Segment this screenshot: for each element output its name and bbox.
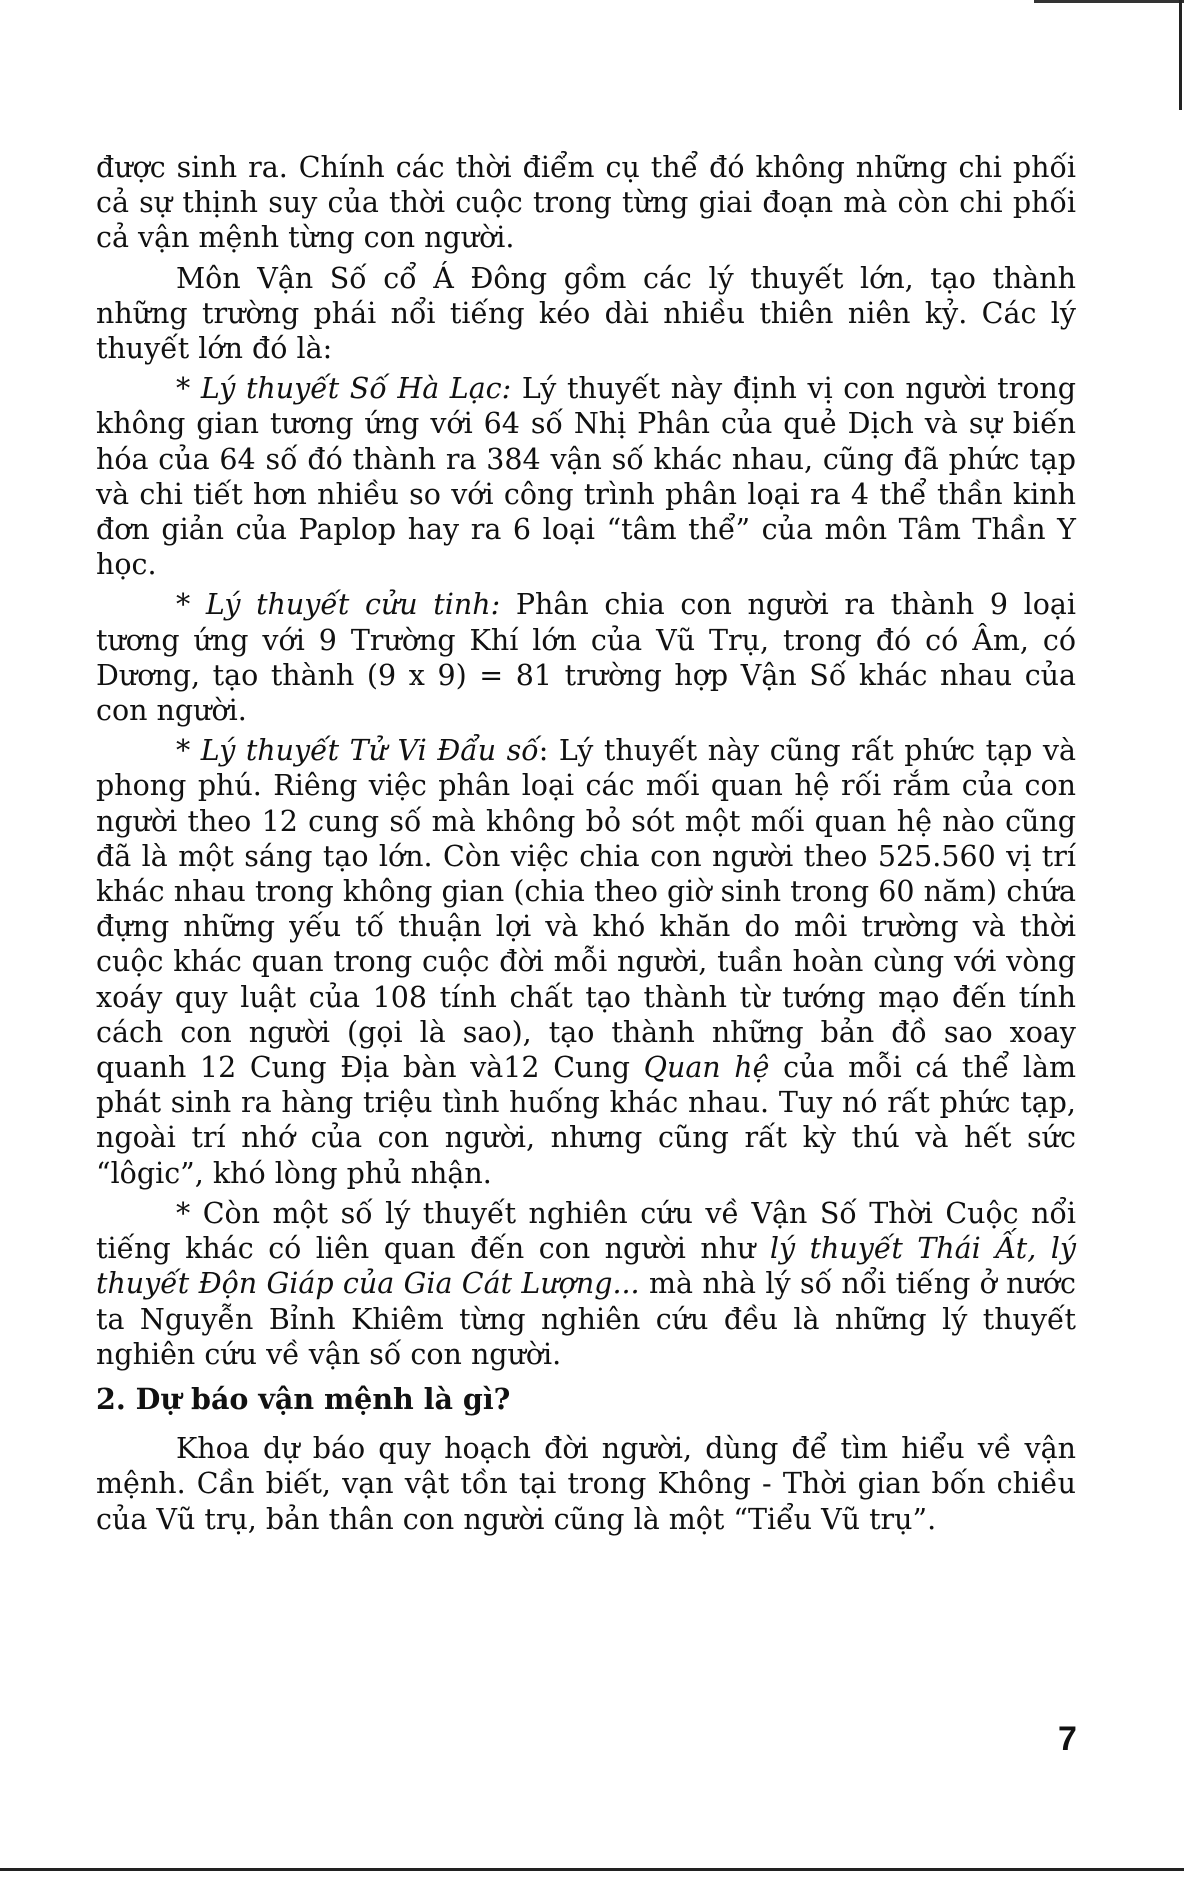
- scan-edge-right: [1179, 0, 1182, 110]
- paragraph-7: Khoa dự báo quy hoạch đời người, dùng để tìm hiểu về vận mệnh. Cần biết, vạn vật tồn tại trong Không - Thời gian bốn chiều của Vũ trụ, bản thân con người cũng là một “Tiểu Vũ trụ”.: [96, 1432, 1076, 1536]
- other-theories-a: * Còn một số lý thuyết nghiên cứu về Vận Số Thời Cuộc nổi tiếng khác có liên quan đến con người như: [96, 1196, 1076, 1266]
- paragraph-ha-lac: [96, 371, 1076, 582]
- body-text: [96, 150, 1076, 1542]
- bullet-star: *: [176, 372, 201, 406]
- paragraph-tu-vi: [96, 733, 1076, 1191]
- scan-edge-bottom: [0, 1868, 1184, 1871]
- theory-title-ha-lac: Lý thuyết Số Hà Lạc:: [200, 372, 512, 406]
- emphasis-quan-he: Quan hệ: [643, 1051, 770, 1085]
- paragraph-other-theories: [96, 1196, 1076, 1372]
- paragraph-2: Môn Vận Số cổ Á Đông gồm các lý thuyết lớn, tạo thành những trường phái nổi tiếng kéo dài nhiều thiên niên kỷ. Các lý thuyết lớn đó là:: [96, 261, 1076, 366]
- theory-title-cuu-tinh: Lý thuyết cửu tinh:: [205, 588, 501, 622]
- theory-body-tu-vi-a: : Lý thuyết này cũng rất phức tạp và phong phú. Riêng việc phân loại các mối quan hệ rối rắm của con người theo 12 cung số mà không bỏ sót một mối quan hệ nào cũng đã là một sáng tạo lớn. Còn việc chia con người theo 525.560 vị trí khác nhau trong không gian (chia theo giờ sinh trong 60 năm) chứa đựng những yếu tố thuận lợi và khó khăn do môi trường và thời cuộc khác quan trong cuộc đời mỗi người, tuần hoàn cùng với vòng xoáy quy luật của 108 tính chất tạo thành từ tướng mạo đến tính cách con người (gọi là sao), tạo thành những bản đồ sao xoay quanh 12 Cung Địa bàn và12 Cung: [96, 734, 1076, 1085]
- section-heading: 2. Dự báo vận mệnh là gì?: [96, 1381, 511, 1416]
- other-theories-b: mà nhà lý số nổi tiếng ở nước ta Nguyễn Bỉnh Khiêm từng nghiên cứu đều là những lý thuyết nghiên cứu về vận số con người.: [96, 1267, 1076, 1371]
- emphasis-thai-at-don-giap: lý thuyết Thái Ất, lý thuyết Độn Giáp của Gia Cát Lượng...: [96, 1232, 1076, 1301]
- page-number: 7: [1058, 1720, 1077, 1758]
- scan-edge-top: [1034, 0, 1184, 3]
- paragraph-cuu-tinh: [96, 587, 1076, 728]
- theory-title-tu-vi: Lý thuyết Tử Vi Đẩu số: [200, 734, 539, 768]
- theory-body-tu-vi-b: của mỗi cá thể làm phát sinh ra hàng triệu tình huống khác nhau. Tuy nó rất phức tạp, ngoài trí nhớ của con người, nhưng cũng rất kỳ thú và hết sức “lôgic”, khó lòng phủ nhận.: [96, 1051, 1077, 1190]
- paragraph-1: được sinh ra. Chính các thời điểm cụ thể đó không những chi phối cả sự thịnh suy của thời cuộc trong từng giai đoạn mà còn chi phối cả vận mệnh từng con người.: [96, 151, 1076, 255]
- bullet-star: *: [176, 734, 201, 768]
- theory-body-cuu-tinh: Phân chia con người ra thành 9 loại tương ứng với 9 Trường Khí lớn của Vũ Trụ, trong đó có Âm, có Dương, tạo thành (9 x 9) = 81 trường hợp Vận Số khác nhau của con người.: [96, 588, 1077, 728]
- bullet-star: *: [176, 588, 206, 622]
- theory-body-ha-lac: Lý thuyết này định vị con người trong không gian tương ứng với 64 số Nhị Phân của quẻ Dịch và sự biến hóa của 64 số đó thành ra 384 vận số khác nhau, cũng đã phức tạp và chi tiết hơn nhiều so với công trình phân loại ra 4 thể thần kinh đơn giản của Paplop hay ra 6 loại “tâm thể” của môn Tâm Thần Y học.: [96, 372, 1076, 582]
